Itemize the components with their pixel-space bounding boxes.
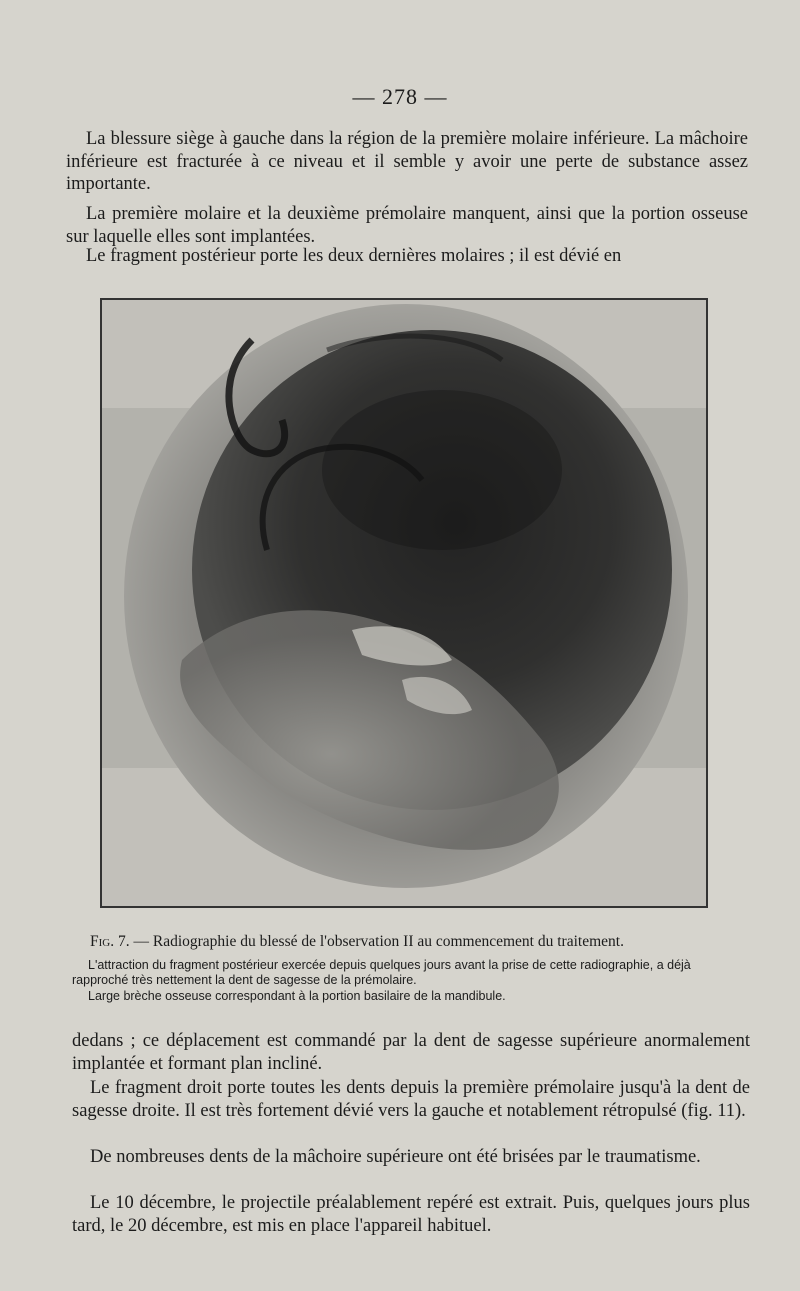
- paragraph-displacement: dedans ; ce déplacement est commandé par la dent de sagesse supérieure anormalement implantée et formant plan incliné.: [72, 1031, 750, 1074]
- figure-label: Fig. 7.: [90, 933, 130, 950]
- page-number: — 278 —: [352, 84, 448, 109]
- radiograph-image: [102, 300, 706, 906]
- paragraph-right-fragment: Le fragment droit porte toutes les dents depuis la première prémolaire jusqu'à la dent de sagesse droite. Il est très fortement dévié vers la gauche et notablement rétropulsé (fig. 11).: [72, 1078, 750, 1121]
- paragraph-missing-teeth: La première molaire et la deuxième prémolaire manquent, ainsi que la portion osseuse sur laquelle elles sont implantées.: [66, 204, 748, 247]
- paragraph-upper-teeth: De nombreuses dents de la mâchoire supérieure ont été brisées par le traumatisme.: [90, 1147, 701, 1167]
- paragraph-posterior-fragment: Le fragment postérieur porte les deux dernières molaires ; il est dévié en: [86, 246, 622, 266]
- radiograph-figure: [100, 298, 708, 908]
- figure-note-breach: Large brèche osseuse correspondant à la portion basilaire de la mandibule.: [88, 989, 506, 1003]
- figure-caption: [70, 932, 750, 952]
- paragraph-wound-location: La blessure siège à gauche dans la région de la première molaire inférieure. La mâchoire inférieure est fracturée à ce niveau et il semble y avoir une perte de substance assez importante.: [66, 129, 748, 194]
- paragraph-extraction: Le 10 décembre, le projectile préalablement repéré est extrait. Puis, quelques jours plus tard, le 20 décembre, est mis en place l'appareil habituel.: [72, 1193, 750, 1236]
- figure-note-attraction: L'attraction du fragment postérieur exercée depuis quelques jours avant la prise de cette radiographie, a déjà rapproché très nettement la dent de sagesse de la prémolaire.: [72, 958, 691, 987]
- figure-caption-text: — Radiographie du blessé de l'observation II au commencement du traitement.: [129, 933, 624, 950]
